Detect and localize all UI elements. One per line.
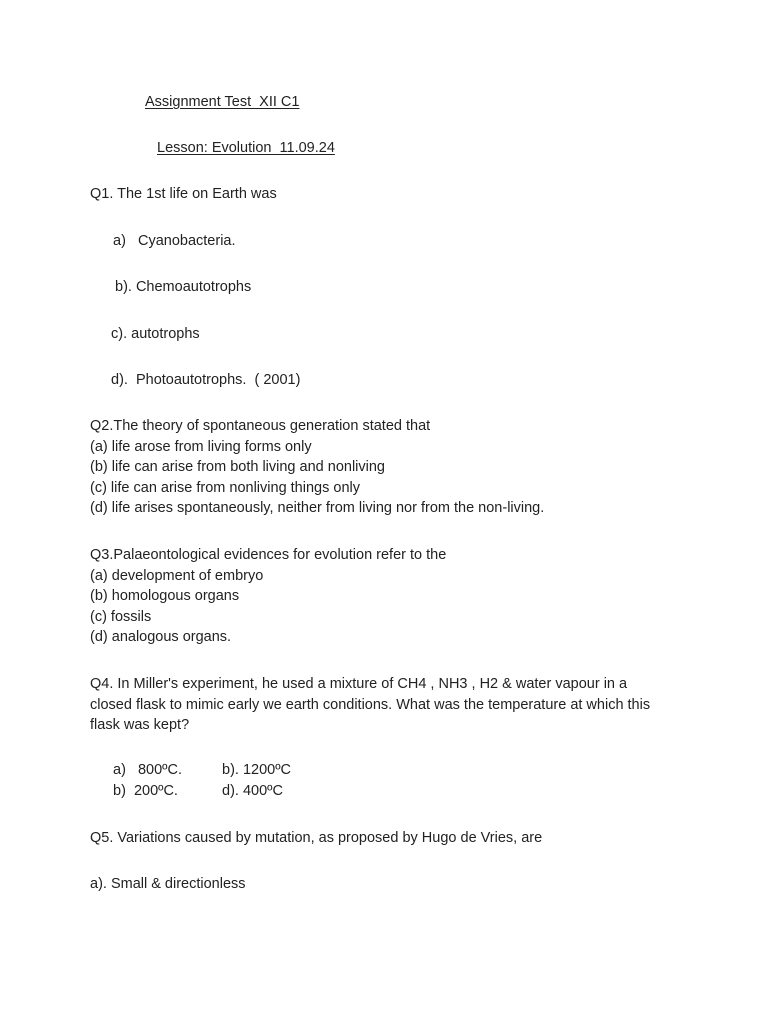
q1-option-d: d). Photoautotrophs. ( 2001) (111, 372, 301, 388)
q3-option-a: (a) development of embryo (90, 567, 264, 584)
q2-block (90, 416, 544, 519)
q5-option-a: a). Small & directionless (90, 876, 246, 892)
q4-question-line: closed flask to mimic early we earth conditions. What was the temperature at which this (90, 696, 651, 713)
q3-option-d: (d) analogous organs. (90, 629, 232, 646)
q1-question: Q1. The 1st life on Earth was (90, 186, 277, 202)
lesson-subtitle: Lesson: Evolution 11.09.24 (157, 140, 335, 156)
q3-block (90, 545, 446, 648)
q1-option-c: c). autotrophs (111, 326, 200, 342)
document-title: Assignment Test XII C1 (145, 94, 300, 110)
q2-option-b: (b) life can arise from both living and nonliving (90, 459, 385, 476)
q1-option-b: b). Chemoautotrophs (115, 279, 252, 295)
q4-option-d: d). 400ºC (222, 783, 283, 799)
q2-option-a: (a) life arose from living forms only (90, 438, 312, 455)
q3-option-b: (b) homologous organs (90, 588, 240, 605)
q2-option-c: (c) life can arise from nonliving things only (90, 479, 360, 496)
q4-question-line: flask was kept? (90, 717, 190, 734)
q4-option-a: a) 800ºC. (113, 762, 182, 778)
q4-option-b: b). 1200ºC (222, 762, 291, 778)
q2-option-d: (d) life arises spontaneously, neither from living nor from the non-living. (90, 500, 545, 517)
q3-option-c: (c) fossils (90, 608, 152, 625)
q5-question: Q5. Variations caused by mutation, as proposed by Hugo de Vries, are (90, 830, 543, 846)
q1-option-a: a) Cyanobacteria. (113, 233, 236, 249)
q4-question-line: Q4. In Miller's experiment, he used a mixture of CH4 , NH3 , H2 & water vapour in a (90, 676, 628, 692)
q4-block (90, 674, 650, 736)
q2-question: Q2.The theory of spontaneous generation stated that (90, 418, 431, 434)
q4-option-b2: b) 200ºC. (113, 783, 178, 799)
q3-question: Q3.Palaeontological evidences for evolution refer to the (90, 547, 447, 563)
